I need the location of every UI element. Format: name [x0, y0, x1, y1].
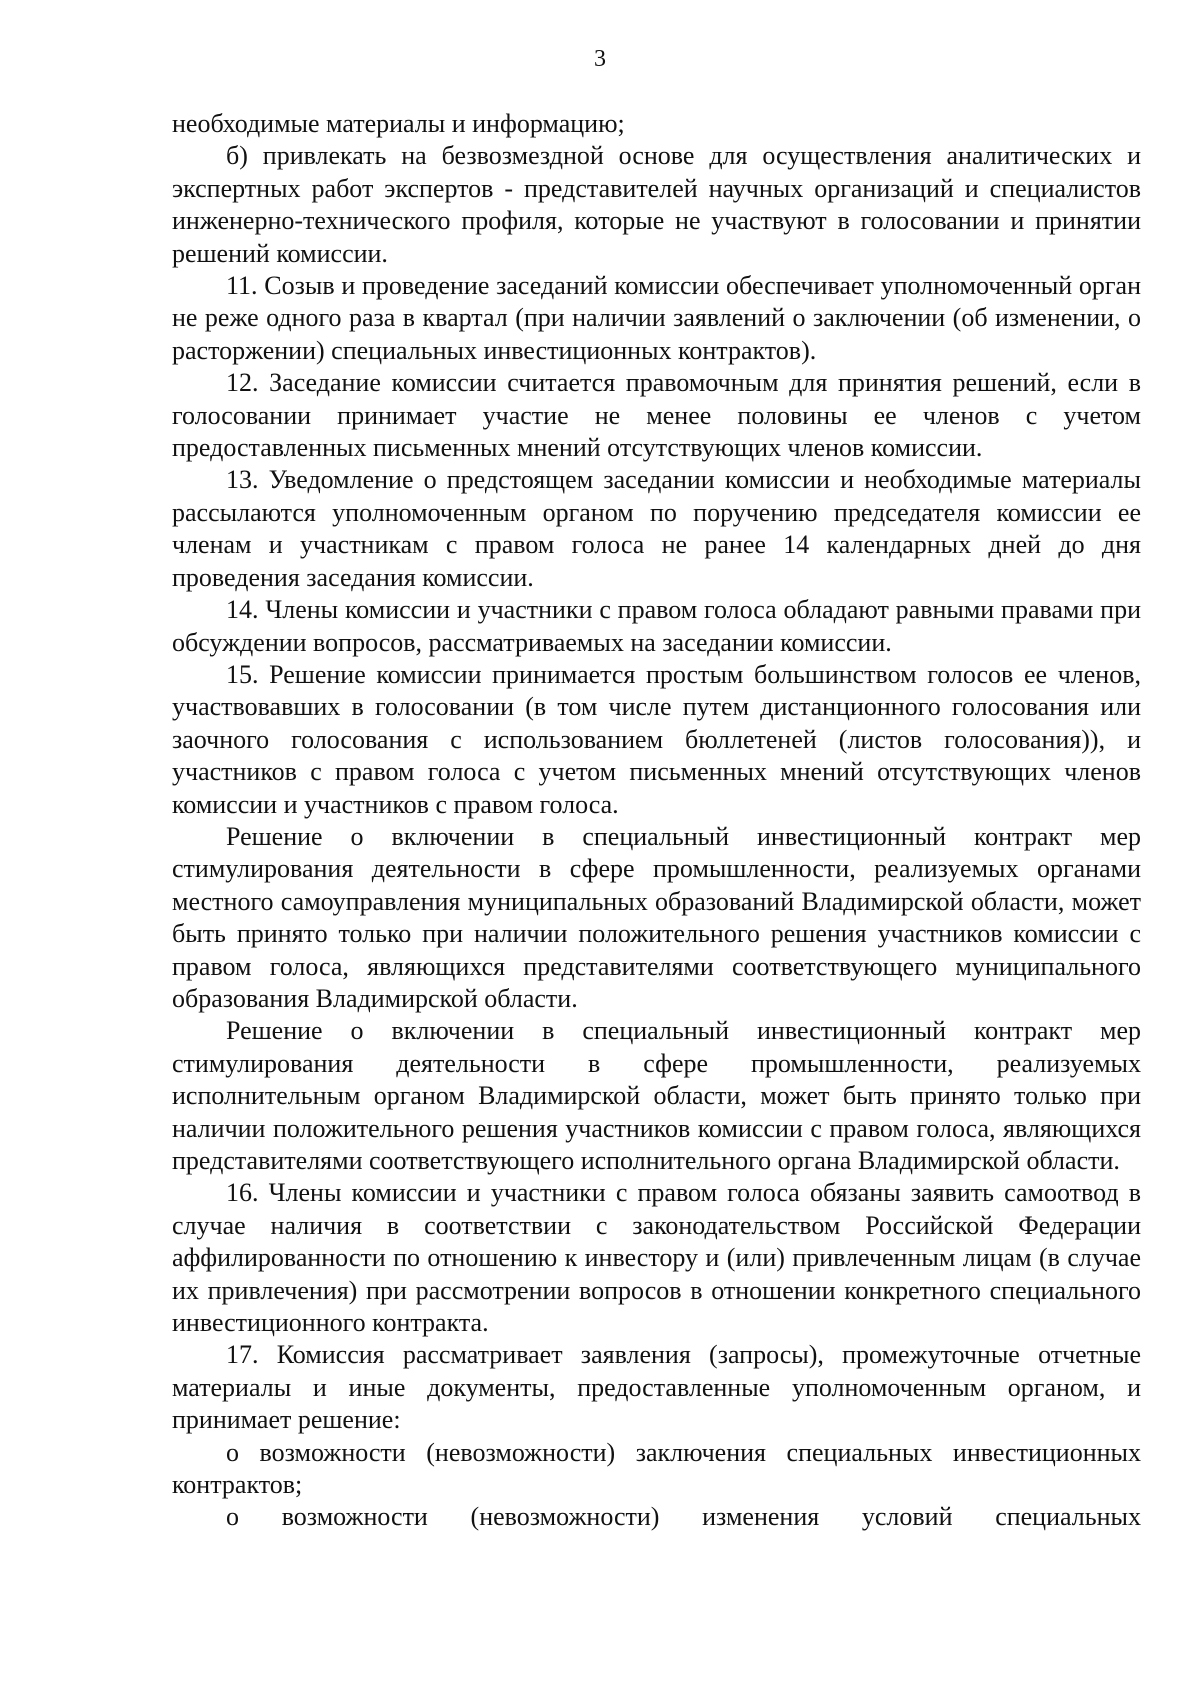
paragraph-continuation: необходимые материалы и информацию;	[172, 109, 625, 138]
paragraph-17-conclusion-decision: о возможности (невозможности) заключения специальных инвестиционных контрактов;	[172, 1437, 1141, 1500]
paragraph-item-b: б) привлекать на безвозмездной основе для осуществления аналитических и экспертных работ экспертов - представителей научных организаций и специалистов инженерно-технического профиля, которые не участвуют в голосовании и принятии решений комиссии.	[172, 141, 1141, 268]
paragraph-12: 12. Заседание комиссии считается правомочным для принятия решений, если в голосовании принимает участие не менее половины ее членов с учетом предоставленных письменных мнений отсутствующих членов комиссии.	[172, 368, 1141, 463]
paragraph-17: 17. Комиссия рассматривает заявления (запросы), промежуточные отчетные материалы и иные документы, предоставленные уполномоченным органом, и принимает решение:	[172, 1340, 1141, 1435]
paragraph-11: 11. Созыв и проведение заседаний комиссии обеспечивает уполномоченный орган не реже одного раза в квартал (при наличии заявлений о заключении (об изменении, о расторжении) специальных инвестиционных контрактов).	[172, 271, 1141, 365]
paragraph-14: 14. Члены комиссии и участники с правом голоса обладают равными правами при обсуждении вопросов, рассматриваемых на заседании комиссии.	[172, 595, 1141, 657]
paragraph-16: 16. Члены комиссии и участники с правом голоса обязаны заявить самоотвод в случае наличия в соответствии с законодательством Российской Федерации аффилированности по отношению к инвестору и (или) привлеченным лицам (в случае их привлечения) при рассмотрении вопросов в отношении конкретного специального инвестиционного контракта.	[172, 1178, 1141, 1338]
paragraph-17-change-decision: о возможности (невозможности) изменения условий специальных	[226, 1502, 1141, 1532]
page-number: 3	[594, 46, 606, 72]
paragraph-15: 15. Решение комиссии принимается простым большинством голосов ее членов, участвовавших в голосовании (в том числе путем дистанционного голосования или заочного голосования с использованием бюллетеней (листов голосования)), и участников с правом голоса с учетом письменных мнений отсутствующих членов комиссии и участников с правом голоса.	[172, 659, 1141, 819]
paragraph-15-executive-decision: Решение о включении в специальный инвестиционный контракт мер стимулирования деятельности в сфере промышленности, реализуемых исполнительным органом Владимирской области, может быть принято только при наличии положительного решения участников комиссии с правом голоса, являющихся представителями соответствующего исполнительного органа Владимирской области.	[172, 1016, 1141, 1175]
paragraph-13: 13. Уведомление о предстоящем заседании комиссии и необходимые материалы рассылаются уполномоченным органом по поручению председателя комиссии ее членам и участникам с правом голоса не ранее 14 календарных дней до дня проведения заседания комиссии.	[172, 465, 1141, 592]
paragraph-15-municipal-decision: Решение о включении в специальный инвестиционный контракт мер стимулирования деятельности в сфере промышленности, реализуемых органами местного самоуправления муниципальных образований Владимирской области, может быть принято только при наличии положительного решения участников комиссии с правом голоса, являющихся представителями соответствующего муниципального образования Владимирской области.	[172, 821, 1141, 1013]
document-body	[172, 108, 1141, 1534]
